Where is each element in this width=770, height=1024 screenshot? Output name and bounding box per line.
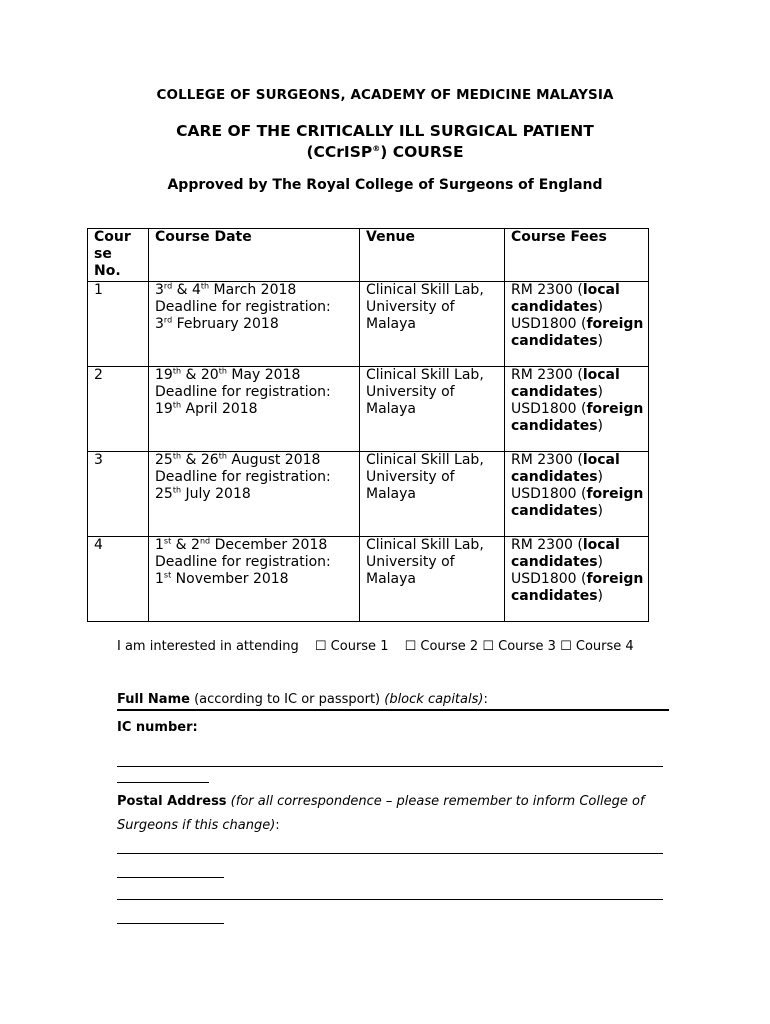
cell-venue: Clinical Skill Lab, University of Malaya	[360, 282, 505, 367]
checkbox-course-3[interactable]: ☐ Course 3	[482, 639, 556, 654]
checkbox-course-4[interactable]: ☐ Course 4	[560, 639, 634, 654]
postal-address-line-2b[interactable]	[117, 923, 224, 924]
header-course-no: Cour se No.	[88, 229, 149, 282]
cell-course-no: 1	[88, 282, 149, 367]
table-header-row	[88, 229, 649, 282]
organization-title: COLLEGE OF SURGEONS, ACADEMY OF MEDICINE MALAYSIA	[156, 87, 614, 103]
full-name-label: Full Name	[117, 692, 190, 707]
checkbox-course-1[interactable]: ☐ Course 1	[314, 639, 389, 654]
course-title-line2-pre: (CCrISP	[306, 143, 373, 161]
full-name-hint: (according to IC or passport)	[189, 692, 385, 707]
registered-mark: ®	[372, 143, 381, 153]
table-row	[88, 537, 649, 622]
cell-fees: RM 2300 (local candidates) USD1800 (foreign candidates)	[505, 452, 649, 537]
cell-fees: RM 2300 (local candidates) USD1800 (foreign candidates)	[505, 367, 649, 452]
full-name-hint-caps: (block capitals)	[384, 692, 484, 707]
postal-address-line-1b[interactable]	[117, 877, 224, 878]
interest-label: I am interested in attending	[117, 639, 299, 654]
course-table	[87, 228, 649, 622]
cell-venue: Clinical Skill Lab, University of Malaya	[360, 452, 505, 537]
checkbox-course-2[interactable]: ☐ Course 2	[404, 639, 479, 654]
ic-number-label: IC number:	[117, 720, 198, 735]
cell-course-date: 19th & 20th May 2018 Deadline for registration: 19th April 2018	[149, 367, 360, 452]
cell-venue: Clinical Skill Lab, University of Malaya	[360, 367, 505, 452]
table-row	[88, 282, 649, 367]
course-interest-line	[117, 639, 677, 655]
postal-address-line-2[interactable]	[117, 899, 663, 900]
cell-fees: RM 2300 (local candidates) USD1800 (foreign candidates)	[505, 282, 649, 367]
cell-course-date: 1st & 2nd December 2018 Deadline for registration: 1st November 2018	[149, 537, 360, 622]
header-course-date: Course Date	[149, 229, 360, 282]
postal-address-label: Postal Address (for all correspondence – please remember to inform College of Surgeons if this change):	[117, 794, 645, 833]
cell-course-date: 3rd & 4th March 2018 Deadline for registration: 3rd February 2018	[149, 282, 360, 367]
cell-course-date: 25th & 26th August 2018 Deadline for registration: 25th July 2018	[149, 452, 360, 537]
course-title	[0, 121, 770, 163]
cell-course-no: 2	[88, 367, 149, 452]
header-course-fees: Course Fees	[505, 229, 649, 282]
cell-course-no: 4	[88, 537, 149, 622]
course-title-line2-post: ) COURSE	[380, 143, 464, 161]
cell-fees: RM 2300 (local candidates) USD1800 (foreign candidates)	[505, 537, 649, 622]
table-row	[88, 367, 649, 452]
ic-number-input-line[interactable]	[117, 766, 663, 767]
table-row	[88, 452, 649, 537]
cell-venue: Clinical Skill Lab, University of Malaya	[360, 537, 505, 622]
approval-line: Approved by The Royal College of Surgeons of England	[167, 177, 603, 193]
course-title-line1: CARE OF THE CRITICALLY ILL SURGICAL PATIENT	[176, 122, 594, 140]
cell-course-no: 3	[88, 452, 149, 537]
full-name-field[interactable]: Full Name (according to IC or passport) (block capitals):	[117, 692, 669, 711]
header-venue: Venue	[360, 229, 505, 282]
postal-address-line-1[interactable]	[117, 853, 663, 854]
ic-number-input-line-2[interactable]	[117, 782, 209, 783]
